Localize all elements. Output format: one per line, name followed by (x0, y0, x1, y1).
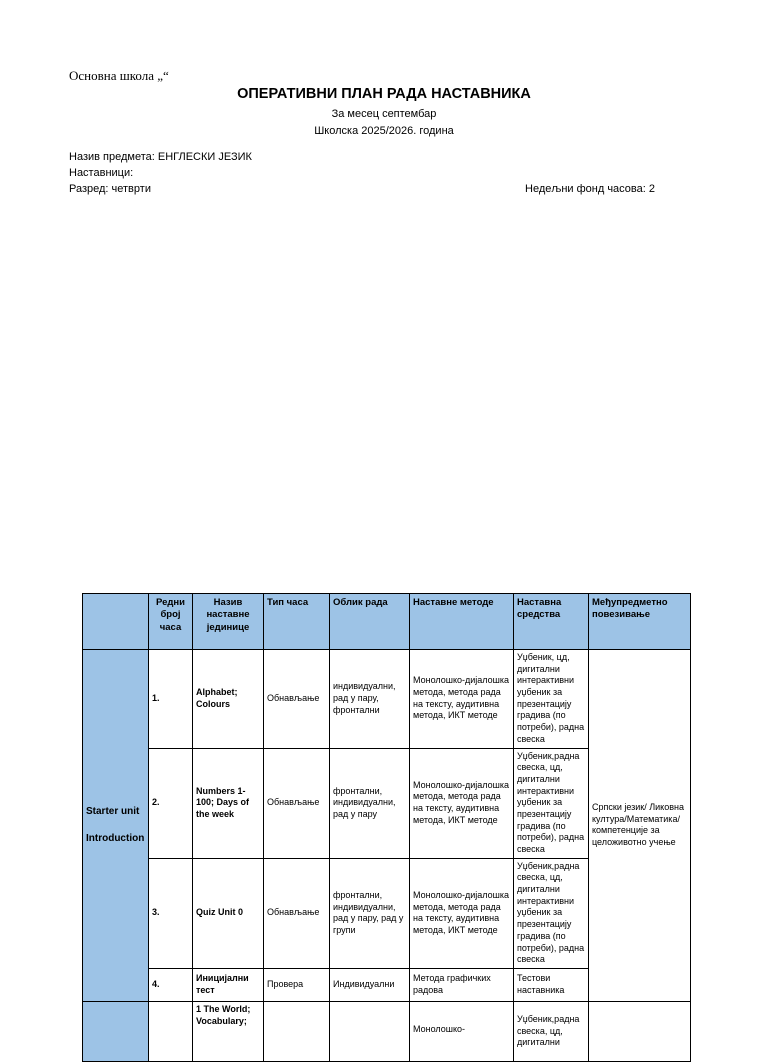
weekly-hours-line: Недељни фонд часова: 2 (525, 183, 655, 195)
table-row (83, 650, 691, 749)
header-cross-curricular: Међупредметно повезивање (589, 594, 691, 650)
header-methods: Наставне методе (410, 594, 514, 650)
work-form: Индивидуални (330, 968, 410, 1001)
methods: Монолошко-дијалошка метода, метода рада на тексту, аудитивна метода, ИКТ методе (410, 748, 514, 858)
unit-cell (83, 650, 149, 1002)
document-title: ОПЕРАТИВНИ ПЛАН РАДА НАСТАВНИКА (237, 86, 531, 102)
methods: Монолошко-дијалошка метода, метода рада на тексту, аудитивна метода, ИКТ методе (410, 858, 514, 968)
lesson-type: Обнављање (264, 650, 330, 749)
cross-curricular (589, 1001, 691, 1061)
lesson-name: 1 The World; Vocabulary; (193, 1001, 264, 1061)
school-year-line: Школска 2025/2026. година (314, 125, 454, 137)
header-teaching-means: Наставна средства (514, 594, 589, 650)
lesson-type: Обнављање (264, 748, 330, 858)
work-form (330, 1001, 410, 1061)
school-name: Основна школа „“ (69, 68, 169, 83)
methods: Монолошко-дијалошка метода, метода рада на тексту, аудитивна метода, ИКТ методе (410, 650, 514, 749)
teaching-means: Уџбеник,радна свеска, цд, дигитални интерактивни уџбеник за презентацију градива (по потреби), радна свеска (514, 858, 589, 968)
header-work-form: Облик рада (330, 594, 410, 650)
unit-label: Starter unit (86, 806, 140, 818)
header-unit (83, 594, 149, 650)
grade-line: Разред: четврти (69, 183, 151, 195)
lesson-number: 1. (149, 650, 193, 749)
lesson-type (264, 1001, 330, 1061)
lesson-name: Quiz Unit 0 (193, 858, 264, 968)
lesson-number: 4. (149, 968, 193, 1001)
methods: Монолошко- (410, 1001, 514, 1061)
lesson-name: Alphabet; Colours (193, 650, 264, 749)
work-form: фронтални, индивидуални, рад у пару, рад у групи (330, 858, 410, 968)
month-line: За месец септембар (331, 108, 437, 120)
teaching-means: Уџбеник,радна свеска, цд, дигитални (514, 1001, 589, 1061)
plan-table (82, 593, 691, 1062)
teaching-means: Тестови наставника (514, 968, 589, 1001)
methods: Метода графичких радова (410, 968, 514, 1001)
lesson-name: Иницијални тест (193, 968, 264, 1001)
work-form: фронтални, индивидуални, рад у пару (330, 748, 410, 858)
header-lesson-type: Тип часа (264, 594, 330, 650)
teaching-means: Уџбеник, цд, дигитални интерактивни уџбеник за презентацију градива (по потреби), радна свеска (514, 650, 589, 749)
teachers-line: Наставници: (69, 167, 134, 179)
lesson-number: 3. (149, 858, 193, 968)
lesson-number (149, 1001, 193, 1061)
header-lesson-number: Редни број часа (149, 594, 193, 650)
work-form: индивидуални, рад у пару, фронтални (330, 650, 410, 749)
lesson-number: 2. (149, 748, 193, 858)
cross-curricular: Српски језик/ Ликовна култура/Математика/ компетенције за целоживотно учење (589, 650, 691, 1002)
table-header-row (83, 594, 691, 650)
header-lesson-name: Назив наставне јединице (193, 594, 264, 650)
unit-sublabel: Introduction (86, 833, 145, 845)
teaching-means: Уџбеник,радна свеска, цд, дигитални интерактивни уџбеник за презентацију градива (по потреби), радна свеска (514, 748, 589, 858)
lesson-type: Провера (264, 968, 330, 1001)
lesson-type: Обнављање (264, 858, 330, 968)
table-row (83, 1001, 691, 1061)
unit-cell (83, 1001, 149, 1061)
subject-line: Назив предмета: ЕНГЛЕСКИ ЈЕЗИК (69, 151, 252, 163)
lesson-name: Numbers 1-100; Days of the week (193, 748, 264, 858)
